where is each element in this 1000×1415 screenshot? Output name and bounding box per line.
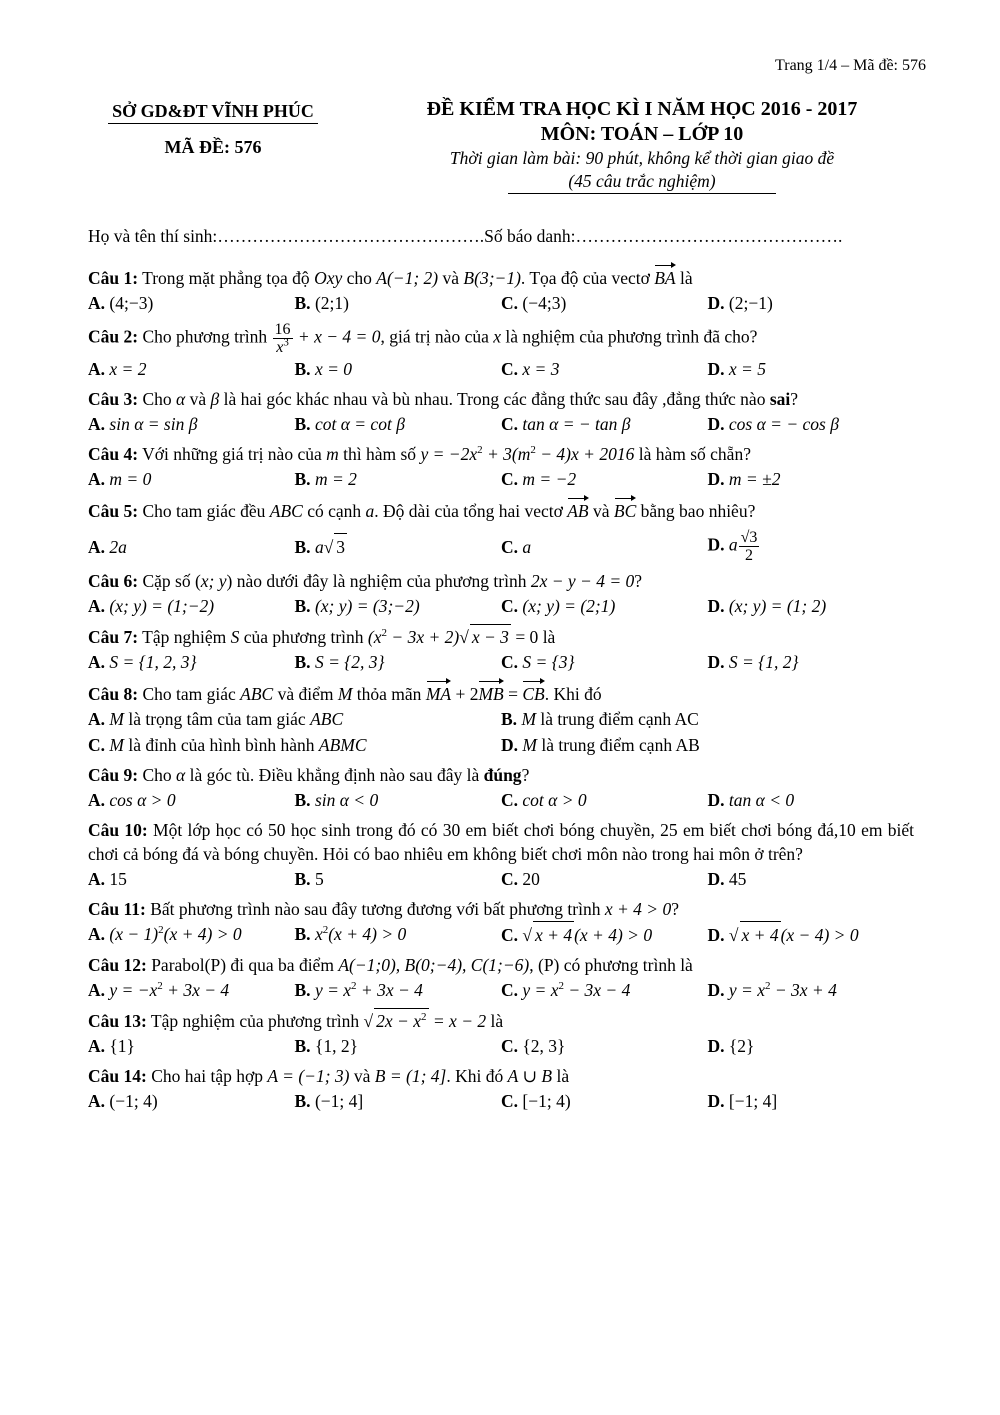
option-c: C. 20 — [501, 869, 540, 889]
option-b: B. (2;1) — [294, 293, 349, 313]
option-b: B. (x; y) = (3;−2) — [294, 596, 420, 616]
question-text: Câu 4: Với những giá trị nào của m thì hàm số $y = -2x^2 + 3(m^2 - 4)x + 2016$ là hàm số chẵn? — [88, 444, 751, 464]
question-label: Câu 5: — [88, 501, 139, 521]
answer-options — [88, 649, 914, 675]
option-c: C. m = −2 — [501, 469, 577, 489]
option-d: D. m = ±2 — [707, 469, 781, 489]
answer-options — [88, 977, 914, 1003]
option-b: B. m = 2 — [294, 469, 357, 489]
question-text: Câu 8: Cho tam giác ABC và điểm M thỏa mãn MA + 2MB = CB. Khi đó — [88, 680, 914, 706]
exam-header — [88, 96, 914, 196]
question-list — [88, 264, 914, 1119]
option-d: D. a $\frac{√3}{2}$ — [707, 529, 758, 564]
option-d: D. cos α = − cos β — [707, 414, 839, 434]
question-label: Câu 3: — [88, 389, 139, 409]
answer-options — [88, 290, 914, 316]
question-label: Câu 8: — [88, 684, 139, 704]
exam-title: ĐỀ KIỂM TRA HỌC KÌ I NĂM HỌC 2016 - 2017 — [426, 98, 858, 120]
option-c: C. cot α > 0 — [501, 790, 587, 810]
question-text: Câu 11: Bất phương trình nào sau đây tương đương với bất phương trình x + 4 > 0? — [88, 899, 679, 919]
option-c: C. (−4;3) — [501, 293, 567, 313]
option-c: C. x = 3 — [501, 359, 560, 379]
option-b: B. $y = x^2 + 3x - 4$ — [294, 980, 423, 1000]
option-a: A. S = {1, 2, 3} — [88, 652, 197, 672]
option-d: D. [−1; 4] — [707, 1091, 778, 1111]
question-label: Câu 10: — [88, 820, 148, 840]
answer-options — [88, 466, 914, 492]
answer-options — [88, 921, 914, 948]
question-label: Câu 9: — [88, 765, 139, 785]
fraction: $\frac{√3}{2}$ — [740, 529, 758, 564]
page-number: Trang 1/4 – Mã đề: 576 — [775, 57, 926, 74]
question-4 — [88, 442, 914, 492]
question-text: Câu 12: Parabol(P) đi qua ba điểm A(−1;0), B(0;−4), C(1;−6), (P) có phương trình là — [88, 955, 693, 975]
option-a: A. (−1; 4) — [88, 1091, 158, 1111]
question-label: Câu 6: — [88, 571, 139, 591]
option-d: D. x = 5 — [707, 359, 766, 379]
question-6 — [88, 569, 914, 619]
question-text: Câu 7: Tập nghiệm S của phương trình $(x^2 - 3x + 2)√$ x − 3 = 0 là — [88, 624, 914, 649]
question-label: Câu 14: — [88, 1066, 147, 1086]
option-c: C. tan α = − tan β — [501, 414, 631, 434]
option-c: C. a — [501, 536, 532, 557]
option-c: C. (x; y) = (2;1) — [501, 596, 616, 616]
question-5 — [88, 497, 914, 564]
vector-ma: MA — [426, 680, 451, 706]
option-a: A. m = 0 — [88, 469, 152, 489]
option-b: B. M là trung điểm cạnh AC — [501, 709, 699, 729]
option-a: A. cos α > 0 — [88, 790, 176, 810]
question-label: Câu 13: — [88, 1011, 147, 1031]
question-10 — [88, 818, 914, 892]
question-label: Câu 2: — [88, 326, 139, 347]
option-d: D. $y = x^2 - 3x + 4$ — [707, 980, 837, 1000]
question-text: Câu 2: Cho phương trình $\frac{16}{x^3}$ + x − 4 = 0, giá trị nào của x là nghiệm của phương trình đã cho? — [88, 321, 758, 356]
department-name: SỞ GD&ĐT VĨNH PHÚC — [108, 99, 318, 124]
answer-options — [88, 523, 914, 564]
time-note: Thời gian làm bài: 90 phút, không kể thời gian giao đề — [449, 148, 835, 168]
question-9 — [88, 763, 914, 813]
option-b: B. (−1; 4] — [294, 1091, 364, 1111]
vector-bc: BC — [614, 497, 636, 523]
question-14 — [88, 1064, 914, 1114]
option-c: C. {2, 3} — [501, 1036, 566, 1056]
option-c: C. √ x + 4 (x + 4) > 0 — [501, 921, 708, 948]
option-a: A. 15 — [88, 869, 127, 889]
question-label: Câu 1: — [88, 268, 139, 288]
option-a: A. x = 2 — [88, 359, 147, 379]
option-a: A. $(x - 1)^2(x + 4) > 0$ — [88, 924, 242, 944]
question-label: Câu 11: — [88, 899, 146, 919]
question-1 — [88, 264, 914, 316]
answer-options — [88, 732, 914, 758]
answer-options — [88, 787, 914, 813]
answer-options — [88, 1033, 914, 1059]
answer-options — [88, 356, 914, 382]
vector-ab: AB — [567, 497, 588, 523]
question-label: Câu 7: — [88, 627, 139, 647]
answer-options — [88, 593, 914, 619]
question-count: (45 câu trắc nghiệm) — [508, 170, 775, 194]
question-text: Câu 1: Trong mặt phẳng tọa độ Oxy cho A(−1; 2) và B(3;−1). Tọa độ của vectơ BA là — [88, 264, 914, 290]
question-2 — [88, 321, 914, 382]
option-d: D. (2;−1) — [707, 293, 773, 313]
option-a: A. M là trọng tâm của tam giác ABC — [88, 709, 344, 729]
vector-mb: MB — [478, 680, 503, 706]
question-text: Câu 3: Cho α và β là hai góc khác nhau và bù nhau. Trong các đẳng thức sau đây ,đẳng thức nào sai? — [88, 389, 799, 409]
header-left — [88, 96, 338, 162]
option-d: D. 45 — [707, 869, 747, 889]
option-b: B. x = 0 — [294, 359, 353, 379]
candidate-info-line: Họ và tên thí sinh:……………………………………….Số báo danh:………………………………………. — [88, 226, 843, 246]
answer-options — [88, 1088, 914, 1114]
option-b: B. sin α < 0 — [294, 790, 379, 810]
question-text: Câu 6: Cặp số (x; y) nào dưới đây là nghiệm của phương trình 2x − y − 4 = 0? — [88, 571, 643, 591]
option-b: B. 5 — [294, 869, 324, 889]
question-7 — [88, 624, 914, 675]
question-8 — [88, 680, 914, 758]
header-right — [370, 96, 914, 194]
question-text: Câu 10: Một lớp học có 50 học sinh trong đó có 30 em biết chơi bóng chuyền, 25 em biết chơi bóng đá,10 em biết chơi cả bóng đá và bóng chuyền. Hỏi có bao nhiêu em không biết chơi môn nào trong hai môn ở trên? — [88, 820, 914, 864]
question-text: Câu 14: Cho hai tập hợp A = (−1; 3) và B = (1; 4]. Khi đó A ∪ B là — [88, 1066, 570, 1086]
option-d: D. S = {1, 2} — [707, 652, 799, 672]
option-d: D. M là trung điểm cạnh AB — [501, 735, 700, 755]
option-b: B. S = {2, 3} — [294, 652, 385, 672]
question-label: Câu 4: — [88, 444, 139, 464]
option-b: B. cot α = cot β — [294, 414, 405, 434]
option-a: A. sin α = sin β — [88, 414, 198, 434]
option-c: C. $y = x^2 - 3x - 4$ — [501, 980, 631, 1000]
option-a: A. $y = -x^2 + 3x - 4$ — [88, 980, 230, 1000]
option-a: A. 2a — [88, 536, 127, 557]
question-3 — [88, 387, 914, 437]
option-d: D. √ x + 4 (x − 4) > 0 — [708, 921, 915, 948]
option-c: C. M là đỉnh của hình bình hành ABMC — [88, 735, 367, 755]
question-13 — [88, 1008, 914, 1059]
option-b: B. a√ 3 — [295, 533, 502, 560]
option-c: C. S = {3} — [501, 652, 575, 672]
option-b: B. $x^2(x + 4) > 0$ — [294, 924, 407, 944]
option-d: D. {2} — [707, 1036, 755, 1056]
question-12 — [88, 953, 914, 1003]
answer-options — [88, 706, 914, 732]
question-label: Câu 12: — [88, 955, 147, 975]
option-a: A. (4;−3) — [88, 293, 154, 313]
question-text: Câu 5: Cho tam giác đều ABC có cạnh a. Độ dài của tổng hai vectơ AB và BC bằng bao nhiêu? — [88, 497, 914, 523]
option-d: D. tan α < 0 — [707, 790, 795, 810]
option-a: A. {1} — [88, 1036, 135, 1056]
vector-ba: BA — [654, 264, 675, 290]
option-c: C. [−1; 4) — [501, 1091, 571, 1111]
answer-options — [88, 866, 914, 892]
question-text: Câu 9: Cho α là góc tù. Điều khẳng định nào sau đây là đúng? — [88, 765, 530, 785]
option-d: D. (x; y) = (1; 2) — [707, 596, 827, 616]
fraction: $\frac{16}{x^3}$ — [274, 321, 291, 356]
exam-code: MÃ ĐỀ: 576 — [164, 137, 262, 157]
vector-cb: CB — [522, 680, 544, 706]
option-a: A. (x; y) = (1;−2) — [88, 596, 215, 616]
question-11 — [88, 897, 914, 948]
option-b: B. {1, 2} — [294, 1036, 358, 1056]
answer-options — [88, 411, 914, 437]
question-text: Câu 13: Tập nghiệm của phương trình √ $2x - x^2 = x - 2$ là — [88, 1008, 914, 1033]
exam-subject: MÔN: TOÁN – LỚP 10 — [540, 123, 744, 145]
